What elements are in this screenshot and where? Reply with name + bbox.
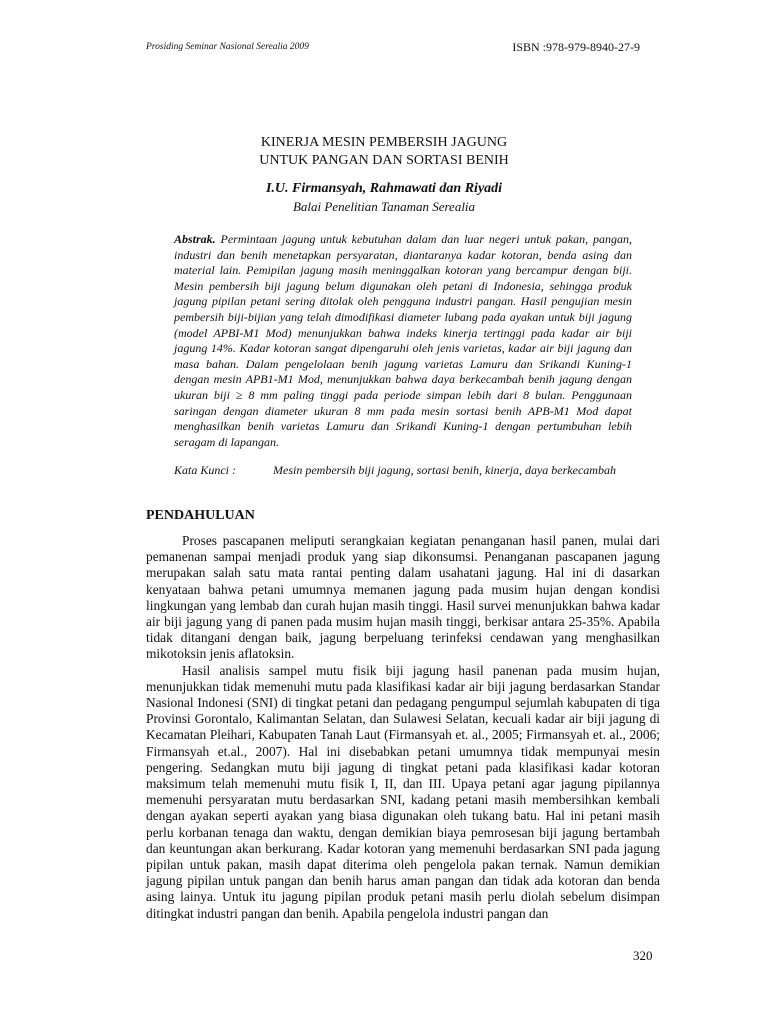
title-line-2: UNTUK PANGAN DAN SORTASI BENIH (259, 153, 509, 168)
paper-title (0, 134, 768, 170)
abstract-label: Abstrak. (174, 232, 216, 246)
keywords-label: Kata Kunci : (174, 463, 236, 477)
isbn: ISBN :978-979-8940-27-9 (512, 40, 640, 54)
keywords-text: Mesin pembersih biji jagung, sortasi benih, kinerja, daya berkecambah (273, 463, 616, 477)
authors: I.U. Firmansyah, Rahmawati dan Riyadi (265, 181, 503, 196)
proceedings-name: Prosiding Seminar Nasional Serealia 2009 (146, 42, 309, 52)
abstract-text: Permintaan jagung untuk kebutuhan dalam dan luar negeri untuk pakan, pangan, industri dan benih menetapkan persyaratan, diantaranya kadar kotoran, benda asing dan material lain. Pemipilan jagung masih meninggalkan kotoran yang bercampur dengan biji. Mesin pembersih biji jagung belum digunakan oleh petani di Indonesia, sehingga produk jagung pipilan petani sering ditolak oleh pengguna industri pangan. Hasil pengujian mesin pembersih biji-bijian yang telah dimodifikasi diameter lubang pada ayakan untuk biji jagung (model APBI-M1 Mod) menunjukkan bahwa indeks kinerja tertinggi pada kadar air biji jagung 14%. Kadar kotoran sangat dipengaruhi oleh jenis varietas, kadar air biji jagung dan masa bahan. Dalam pengelolaan benih jagung varietas Lamuru dan Srikandi Kuning-1 dengan mesin APB1-M1 Mod, menunjukkan bahwa daya berkecambah benih jagung dengan ukuran biji ≥ 8 mm paling tinggi pada periode simpan lebih dari 8 bulan. Penggunaan saringan dengan diameter ukuran 8 mm pada mesin sortasi benih APB-M1 Mod dapat menghasilkan benih varietas Lamuru dan Srikandi Kuning-1 dengan pertumbuhan lebih seragam di lapangan. (174, 232, 632, 449)
affiliation: Balai Penelitian Tanaman Serealia (292, 199, 476, 214)
title-line-1: KINERJA MESIN PEMBERSIH JAGUNG (260, 135, 508, 150)
paragraph: Proses pascapanen meliputi serangkaian kegiatan penanganan hasil panen, mulai dari pemanenan sampai menjadi produk yang siap dikonsumsi. Penanganan pascapanen jagung merupakan salah satu mata rantai penting dalam usahatani jagung. Hal ini di dasarkan kenyataan bahwa petani umumnya memanen jagung pada musim hujan dengan kondisi lingkungan yang lembab dan curah hujan masih tinggi. Hasil survei menunjukkan bahwa kadar air biji jagung yang di panen pada musim hujan masih tinggi, berkisar antara 25-35%. Apabila tidak ditangani dengan baik, jagung berpeluang terinfeksi cendawan yang menghasilkan mikotoksin jenis aflatoksin. (146, 533, 660, 662)
abstract (174, 232, 632, 450)
paragraph: Hasil analisis sampel mutu fisik biji jagung hasil panenan pada musim hujan, menunjukkan tidak memenuhi mutu pada klasifikasi kadar air biji jagung berdasarkan Standar Nasional Indonesi (SNI) di tingkat petani dan pedagang pengumpul sejumlah kabupaten di tiga Provinsi Gorontalo, Kalimantan Selatan, dan Sulawesi Selatan, kecuali kadar air biji jagung di Kecamatan Pleihari, Kabupaten Tanah Laut (Firmansyah et. al., 2005; Firmansyah et. al., 2006; Firmansyah et.al., 2007). Hal ini disebabkan petani umumnya tidak mempunyai mesin pengering. Sedangkan mutu biji jagung di tingkat petani pada klasifikasi kadar kotoran maksimum telah memenuhi mutu fisik I, II, dan III. Upaya petani agar jagung pipilannya memenuhi persyaratan mutu berdasarkan SNI, kadang petani masih membersihkan kembali dengan ayakan seperti ayakan yang biasa digunakan oleh tukang batu. Hal ini petani masih perlu korbanan tenaga dan waktu, dengan demikian biaya pemrosesan biji jagung bertambah dan keuntungan akan berkurang. Kadar kotoran yang memenuhi berdasarkan SNI pada jagung pipilan untuk pakan, masih dapat diterima oleh pengelola pakan ternak. Namun demikian jagung pipilan untuk pangan dan benih harus aman pangan dan tidak ada kotoran dan benda asing lainya. Untuk itu jagung pipilan produk petani masih perlu diolah sebelum disimpan ditingkat industri pangan dan benih. Apabila pengelola industri pangan dan (146, 662, 660, 921)
page-number: 320 (633, 948, 653, 963)
section-body (146, 533, 660, 922)
section-heading: PENDAHULUAN (146, 508, 255, 523)
running-header (146, 40, 640, 56)
